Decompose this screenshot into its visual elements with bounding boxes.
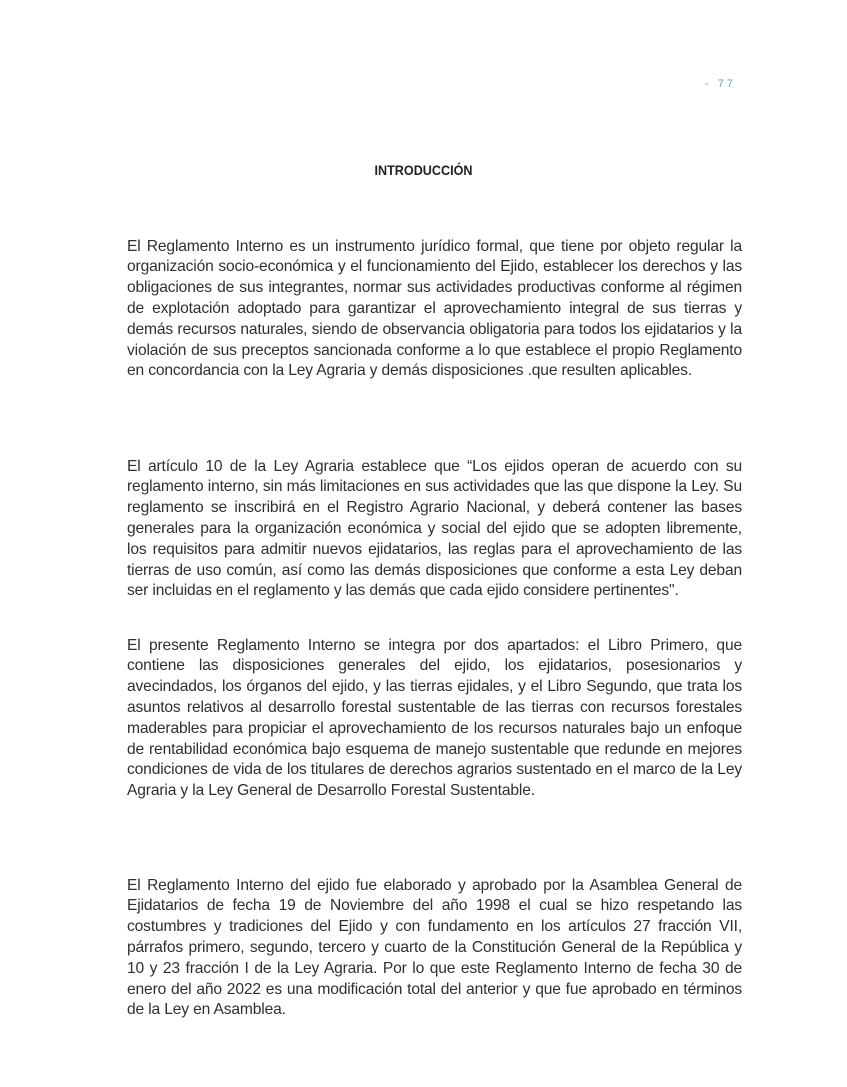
paragraph-structure: El presente Reglamento Interno se integra por dos apartados: el Libro Primero, que contiene las disposiciones generales del ejido, los ejidatarios, posesionarios y avecindados, los órganos del ejido, y las tierras ejidales, y el Libro Segundo, que trata los asuntos relativos al desarrollo forestal sustentable de las tierras con recursos forestales maderables para propiciar el aprovechamiento de los recursos naturales bajo un enfoque de rentabilidad económica bajo esquema de manejo sustentable que redunde en mejores condiciones de vida de los titulares de derechos agrarios sustentado en el marco de la Ley Agraria y la Ley General de Desarrollo Forestal Sustentable. (127, 636, 742, 800)
page-number-mark: - 77 (705, 78, 736, 90)
paragraph-approval: El Reglamento Interno del ejido fue elaborado y aprobado por la Asamblea General de Ejidatarios de fecha 19 de Noviembre del año 1998 el cual se hizo respetando las costumbres y tradiciones del Ejido y con fundamento en los artículos 27 fracción VII, párrafos primero, segundo, tercero y cuarto de la Constitución General de la República y 10 y 23 fracción I de la Ley Agraria. Por lo que este Reglamento Interno de fecha 30 de enero del año 2022 es una modificación total del anterior y que fue aprobado en términos de la Ley en Asamblea. (127, 876, 742, 1019)
paragraph-purpose: El Reglamento Interno es un instrumento jurídico formal, que tiene por objeto regular la organización socio-económica y el funcionamiento del Ejido, establecer los derechos y las obligaciones de sus integrantes, normar sus actividades productivas conforme al régimen de explotación adoptado para garantizar el aprovechamiento integral de sus tierras y demás recursos naturales, siendo de observancia obligatoria para todos los ejidatarios y la violación de sus preceptos sancionada conforme a lo que establece el propio Reglamento en concordancia con la Ley Agraria y demás disposiciones .que resulten aplicables. (127, 237, 742, 380)
page-title: INTRODUCCIÓN (374, 162, 473, 178)
paragraph-article-10: El artículo 10 de la Ley Agraria establece que “Los ejidos operan de acuerdo con su reglamento interno, sin más limitaciones en sus actividades que las que dispone la Ley. Su reglamento se inscribirá en el Registro Agrario Nacional, y deberá contener las bases generales para la organización económica y social del ejido que se adopten libremente, los requisitos para admitir nuevos ejidatarios, las reglas para el aprovechamiento de las tierras de uso común, así como las demás disposiciones que conforme a esta Ley deban ser incluidas en el reglamento y las demás que cada ejido considere pertinentes". (127, 457, 742, 600)
